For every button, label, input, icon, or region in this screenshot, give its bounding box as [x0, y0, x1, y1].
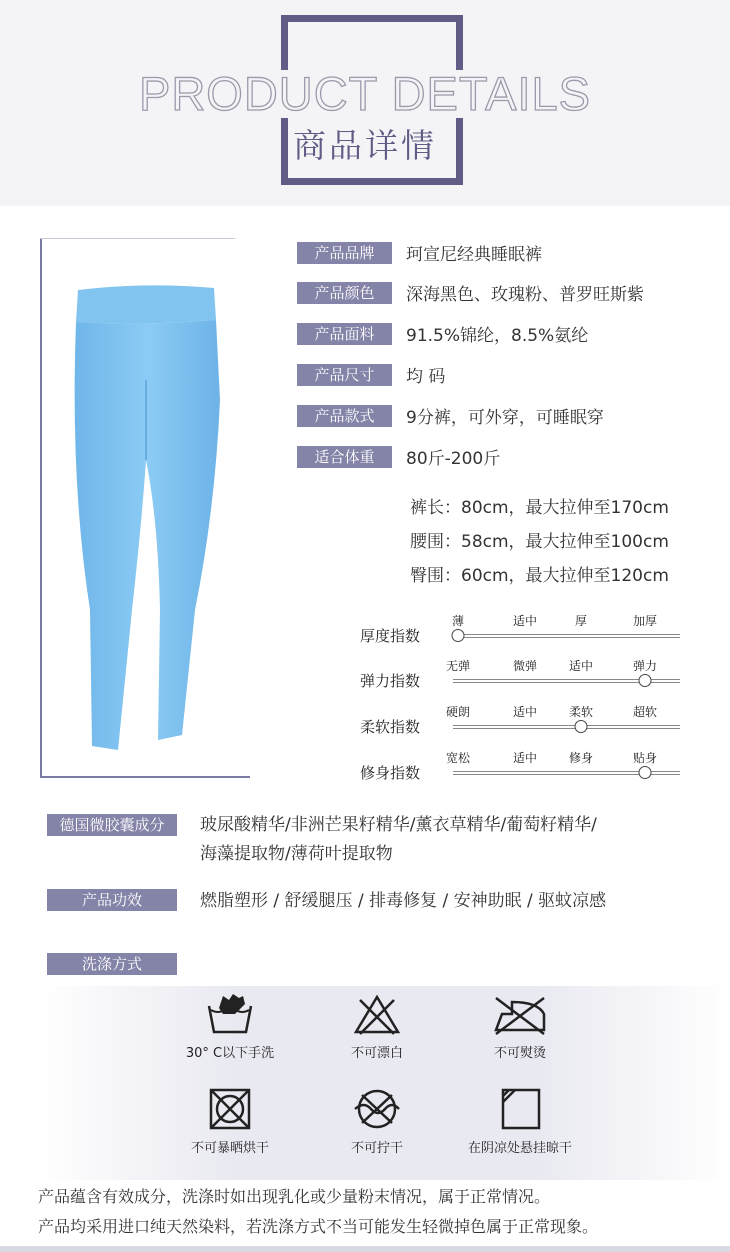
wash-item-no-wring [302, 1087, 452, 1156]
spec-label: 产品款式 [297, 405, 392, 427]
index-option: 贴身 [632, 751, 658, 765]
index-label: 修身指数 [360, 764, 421, 782]
index-row [355, 612, 685, 652]
index-option: 厚 [574, 614, 588, 628]
index-row [355, 749, 685, 789]
size-length: 裤长：80cm，最大拉伸至170cm [410, 498, 669, 518]
spec-value: 深海黑色、玫瑰粉、普罗旺斯紫 [406, 285, 644, 305]
index-option: 超软 [632, 705, 658, 719]
spec-row-fabric [297, 321, 588, 345]
index-option: 微弹 [512, 659, 538, 673]
wash-item-hand-wash [155, 994, 305, 1061]
no-tumble-dry-icon [205, 1087, 255, 1131]
spec-label: 产品品牌 [297, 242, 392, 264]
index-track [453, 634, 680, 638]
wash-item-shade-dry [445, 1087, 595, 1156]
index-option: 宽松 [445, 751, 471, 765]
index-knob [639, 674, 652, 687]
index-option: 加厚 [632, 614, 658, 628]
wash-item-no-bleach [302, 994, 452, 1061]
no-bleach-icon [352, 994, 402, 1036]
hand-wash-icon [205, 994, 255, 1036]
leggings-image [60, 280, 250, 755]
no-iron-icon [490, 994, 550, 1036]
note-1: 产品蕴含有效成分，洗涤时如出现乳化或少量粉末情况，属于正常情况。 [38, 1187, 551, 1206]
spec-value: 9分裤，可外穿，可睡眠穿 [406, 408, 604, 428]
spec-value: 珂宣尼经典睡眠裤 [406, 245, 542, 265]
index-label: 柔软指数 [360, 718, 421, 736]
index-knob [575, 720, 588, 733]
note-2: 产品均采用进口纯天然染料，若洗涤方式不当可能发生轻微掉色属于正常现象。 [38, 1217, 599, 1236]
spec-label: 产品面料 [297, 323, 392, 345]
spec-row-style [297, 403, 604, 427]
spec-value: 91.5%锦纶，8.5%氨纶 [406, 326, 589, 346]
index-row [355, 657, 685, 697]
spec-row-brand [297, 240, 542, 264]
wash-label: 不可暴晒烘干 [190, 1141, 269, 1156]
spec-label: 适合体重 [297, 446, 392, 468]
wash-label: 不可熨烫 [493, 1046, 546, 1061]
wash-label: 不可漂白 [350, 1046, 403, 1061]
index-row [355, 703, 685, 743]
size-waist: 腰围：58cm，最大拉伸至100cm [410, 532, 669, 552]
wash-item-no-iron [445, 994, 595, 1061]
index-knob [639, 766, 652, 779]
effects-text: 燃脂塑形 / 舒缓腿压 / 排毒修复 / 安神助眠 / 驱蚊凉感 [200, 891, 607, 911]
index-option: 无弹 [445, 659, 471, 673]
ingredients-line2: 海藻提取物/薄荷叶提取物 [200, 844, 393, 864]
wash-label: 不可拧干 [350, 1141, 403, 1156]
spec-row-color [297, 280, 644, 304]
index-option: 薄 [451, 614, 465, 628]
wash-item-no-dry [155, 1087, 305, 1156]
index-option: 硬朗 [445, 705, 471, 719]
header-banner [0, 0, 730, 206]
wash-label: 30° C以下手洗 [185, 1046, 275, 1061]
drip-dry-shade-icon [495, 1087, 545, 1131]
ingredients-line1: 玻尿酸精华/非洲芒果籽精华/薰衣草精华/葡萄籽精华/ [200, 815, 597, 835]
spec-value: 均 码 [406, 367, 446, 387]
index-option: 弹力 [632, 659, 658, 673]
index-track [453, 725, 680, 729]
wash-label: 在阴凉处悬挂晾干 [467, 1141, 572, 1156]
index-option: 适中 [512, 705, 538, 719]
size-hip: 臀围：60cm，最大拉伸至120cm [410, 566, 669, 586]
ingredients-label: 德国微胶囊成分 [47, 814, 177, 836]
washing-label: 洗涤方式 [47, 953, 177, 975]
index-knob [452, 629, 465, 642]
title-en: PRODUCT DETAILS [139, 67, 591, 120]
index-option: 修身 [568, 751, 594, 765]
index-option: 适中 [512, 751, 538, 765]
index-label: 弹力指数 [360, 672, 421, 690]
index-option: 适中 [568, 659, 594, 673]
bottom-strip [0, 1246, 730, 1252]
title-cn: 商品详情 [293, 126, 437, 165]
index-label: 厚度指数 [360, 627, 421, 645]
index-option: 适中 [512, 614, 538, 628]
spec-row-weight [297, 444, 500, 468]
index-option: 柔软 [568, 705, 594, 719]
spec-label: 产品颜色 [297, 282, 392, 304]
no-wring-icon [352, 1087, 402, 1131]
spec-label: 产品尺寸 [297, 364, 392, 386]
effects-label: 产品功效 [47, 889, 177, 911]
spec-value: 80斤-200斤 [406, 449, 501, 469]
header-frame-top [281, 15, 463, 22]
spec-row-size [297, 362, 445, 386]
